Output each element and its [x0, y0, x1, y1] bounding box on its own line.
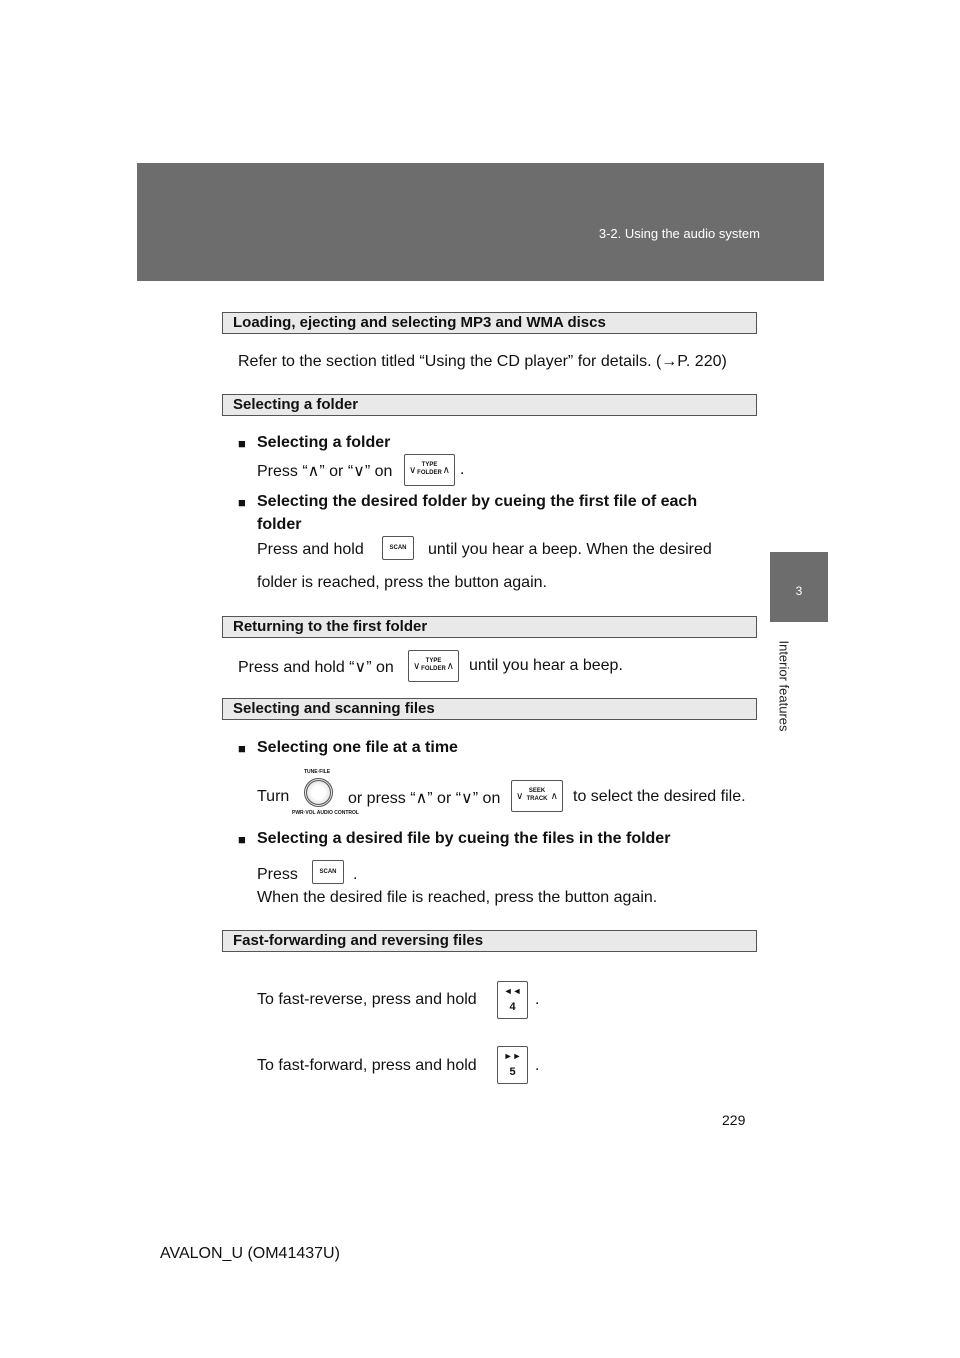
files-sub1-c: to select the desired file. — [573, 788, 746, 805]
bullet-square-icon: ■ — [238, 741, 246, 756]
files-sub2: Selecting a desired file by cueing the files in the folder — [257, 830, 671, 847]
files-sub1-a: Turn — [257, 788, 290, 805]
files-sub1: Selecting one file at a time — [257, 739, 458, 756]
section-files-title: Selecting and scanning files — [222, 698, 757, 720]
chevron-down-icon: ∨ — [409, 465, 417, 476]
bullet-square-icon: ■ — [238, 495, 246, 510]
loading-body: Refer to the section titled “Using the CD player” for details. (→P. 220) — [238, 353, 727, 370]
fast-forward-button-icon: ►► 5 — [497, 1046, 528, 1084]
section-ff-title: Fast-forwarding and reversing files — [222, 930, 757, 952]
breadcrumb: 3-2. Using the audio system — [598, 226, 760, 241]
rewind-icon: ◄◄ — [503, 986, 522, 996]
files-sub2-line2: When the desired file is reached, press the button again. — [257, 889, 658, 906]
files-sub1-b: or press “∧” or “∨” on — [348, 790, 501, 807]
fast-forward-icon: ►► — [503, 1051, 522, 1061]
chapter-label: Interior features — [776, 640, 792, 732]
folder-sub2-line3: folder is reached, press the button again. — [257, 574, 547, 591]
folder-sub2-pre: Press and hold — [257, 541, 364, 558]
fast-reverse-button-icon: ◄◄ 4 — [497, 981, 528, 1019]
chapter-tab — [770, 552, 828, 622]
bullet-square-icon: ■ — [238, 436, 246, 451]
chevron-up-icon: ∧ — [446, 661, 454, 672]
folder-sub2-line1: Selecting the desired folder by cueing the first file of each — [257, 493, 698, 510]
chevron-down-icon: ∨ — [413, 661, 421, 672]
section-loading-title: Loading, ejecting and selecting MP3 and WMA discs — [222, 312, 757, 334]
files-sub2-pre: Press — [257, 866, 298, 883]
bullet-square-icon: ■ — [238, 832, 246, 847]
ff-forward-text: To fast-forward, press and hold — [257, 1057, 477, 1074]
folder-sub1: Selecting a folder — [257, 434, 391, 451]
folder-sub1-pre: Press “∧” or “∨” on — [257, 463, 393, 480]
ff-reverse-text: To fast-reverse, press and hold — [257, 991, 477, 1008]
section-folder-title: Selecting a folder — [222, 394, 757, 416]
type-folder-button-icon: TYPE FOLDER ∨ ∧ — [404, 454, 455, 486]
header-band — [137, 163, 824, 281]
chevron-up-icon: ∧ — [550, 791, 558, 802]
scan-button-icon: SCAN — [312, 860, 344, 884]
footer-code: AVALON_U (OM41437U) — [160, 1245, 340, 1262]
chevron-up-icon: ∧ — [442, 465, 450, 476]
section-first-title: Returning to the first folder — [222, 616, 757, 638]
tune-file-knob-icon: TUNE·FILE PWR·VOL AUDIO CONTROL — [292, 769, 359, 816]
first-pre: Press and hold “∨” on — [238, 659, 394, 676]
seek-track-button-icon: SEEK TRACK ∨ ∧ — [511, 780, 563, 812]
page-number: 229 — [722, 1112, 746, 1128]
folder-sub2-line2: folder — [257, 516, 302, 533]
chevron-down-icon: ∨ — [516, 791, 524, 802]
scan-button-icon: SCAN — [382, 536, 414, 560]
chapter-number: 3 — [795, 584, 803, 598]
type-folder-button-icon: TYPE FOLDER ∨ ∧ — [408, 650, 459, 682]
